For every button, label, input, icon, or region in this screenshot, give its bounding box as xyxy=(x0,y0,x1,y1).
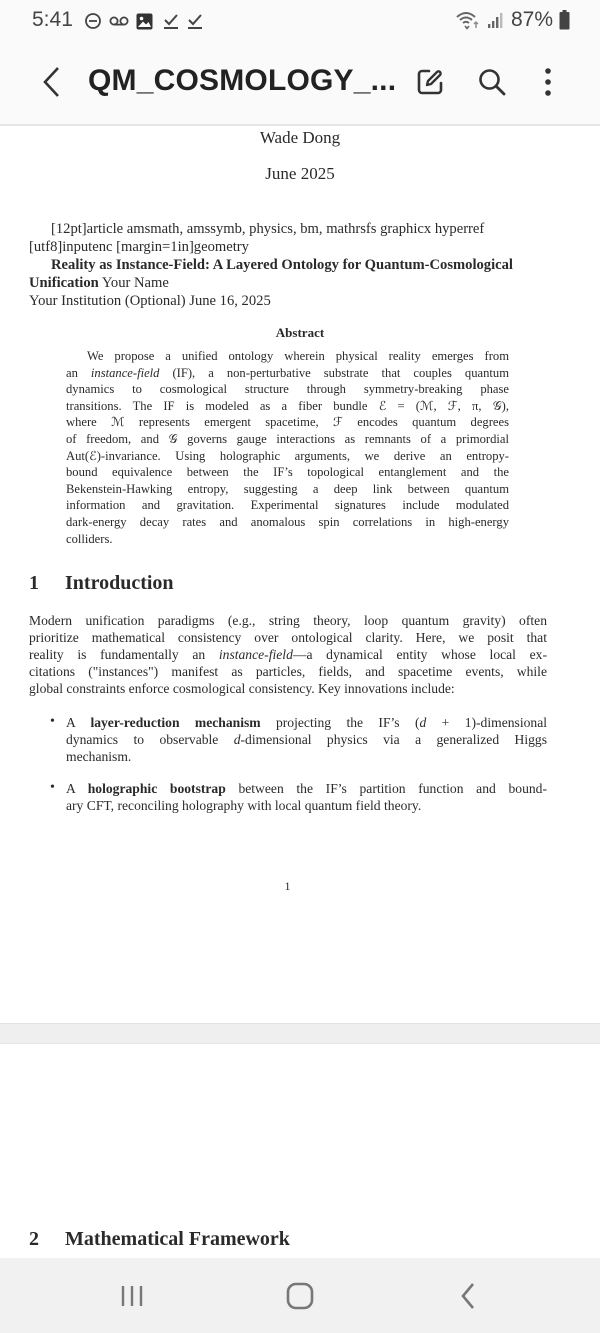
status-time: 5:41 xyxy=(32,8,73,31)
abstract-line: where ℳ represents emergent spacetime, ℱ encodes quantum degrees xyxy=(66,415,509,430)
bullet-bold: layer-reduction mechanism xyxy=(90,715,261,730)
bullet-lead: A xyxy=(66,715,91,730)
section-title: Mathematical Framework xyxy=(65,1228,290,1250)
home-icon xyxy=(286,1282,314,1310)
bullet-2-line: ary CFT, reconciling holography with local quantum field theory. xyxy=(66,798,422,813)
abstract-line: of freedom, and 𝒢 governs gauge interactions as remnants of a primordial xyxy=(66,432,509,446)
do-not-disturb-icon xyxy=(84,12,102,30)
bullet-2-line xyxy=(66,780,547,797)
abstract-heading: Abstract xyxy=(275,325,325,340)
recent-apps-button[interactable] xyxy=(107,1278,157,1314)
document-page-1[interactable] xyxy=(0,126,600,1023)
abstract-line: bound equivalence between the IF’s topological entanglement and the xyxy=(66,465,509,480)
paper-title-bold: Unification xyxy=(29,275,99,291)
section-number: 2 xyxy=(29,1228,39,1250)
download-done-icon xyxy=(186,12,204,30)
bullet-icon: • xyxy=(50,780,55,795)
section-number: 1 xyxy=(29,572,39,594)
page-number: 1 xyxy=(284,879,291,893)
edit-button[interactable] xyxy=(412,64,448,100)
paper-title-line-2 xyxy=(29,274,571,292)
page-separator xyxy=(0,1023,600,1044)
app-bar xyxy=(0,42,600,124)
bullet-rest: projecting the IF’s (d + 1)-dimensional xyxy=(260,715,548,730)
bullet-lead: A xyxy=(66,781,88,796)
battery-percent: 87% xyxy=(510,8,553,31)
author-name: Wade Dong xyxy=(259,128,341,147)
recent-apps-icon xyxy=(119,1283,145,1309)
wifi-icon xyxy=(455,10,481,30)
preamble-line-2: [utf8]inputenc [margin=1in]geometry xyxy=(29,239,249,255)
document-date: June 2025 xyxy=(265,164,335,183)
intro-line: prioritize mathematical consistency over ontological clarity. Here, we posit that xyxy=(29,630,547,645)
section-heading-introduction xyxy=(29,572,174,595)
document-page-2[interactable] xyxy=(0,1044,600,1258)
intro-line: citations ("instances") manifest as particles, fields, and spacetime events, while xyxy=(29,664,547,679)
gallery-icon xyxy=(136,12,153,30)
edit-icon xyxy=(415,67,445,97)
status-bar xyxy=(0,0,600,42)
bullet-1-line xyxy=(66,714,547,731)
paper-title-line-1: Reality as Instance-Field: A Layered Ontology for Quantum-Cosmological xyxy=(51,257,513,273)
voicemail-icon xyxy=(109,12,129,30)
bullet-bold: holographic bootstrap xyxy=(87,781,226,796)
home-button[interactable] xyxy=(275,1278,325,1314)
abstract-line: dark-energy decay rates and anomalous spin correlations in high-energy xyxy=(66,515,509,529)
back-icon xyxy=(459,1282,477,1310)
system-nav-bar xyxy=(0,1258,600,1333)
intro-line: reality is fundamentally an instance-field—a dynamical entity whose local ex- xyxy=(29,647,547,662)
abstract-line: Aut(ℰ)-invariance. Using holographic arguments, we derive an entropy- xyxy=(66,448,509,463)
status-right-group xyxy=(455,8,570,32)
bullet-1-line: mechanism. xyxy=(66,749,132,764)
search-button[interactable] xyxy=(474,64,510,100)
abstract-line: colliders. xyxy=(66,531,113,546)
search-icon xyxy=(477,67,507,97)
abstract-line: an instance-field (IF), a non-perturbative substrate that couples quantum xyxy=(66,365,509,380)
battery-icon xyxy=(559,10,570,30)
intro-line: global constraints enforce cosmological consistency. Key innovations include: xyxy=(29,681,455,696)
abstract-line: Bekenstein-Hawking entropy, suggesting a deep link between quantum xyxy=(66,481,509,496)
abstract-line: transitions. The IF is modeled as a fiber bundle ℰ = (ℳ, ℱ, π, 𝒢), xyxy=(66,398,509,413)
chevron-left-icon xyxy=(41,66,61,98)
download-done-icon xyxy=(162,12,180,30)
more-vert-icon xyxy=(544,67,552,97)
bullet-rest: between the IF’s partition function and bound- xyxy=(225,781,547,796)
signal-icon xyxy=(487,11,505,29)
intro-line: Modern unification paradigms (e.g., string theory, loop quantum gravity) often xyxy=(29,613,547,628)
section-title: Introduction xyxy=(65,572,174,594)
section-heading-mathematical-framework xyxy=(29,1228,290,1251)
document-title: QM_COSMOLOGY_... xyxy=(88,64,397,97)
author-placeholder: Your Name xyxy=(98,275,169,291)
back-button[interactable] xyxy=(34,62,68,102)
abstract-line: We propose a unified ontology wherein physical reality emerges from xyxy=(87,349,509,363)
more-options-button[interactable] xyxy=(530,64,566,100)
abstract-line: information and gravitation. Experimental signatures include modulated xyxy=(66,498,509,513)
nav-back-button[interactable] xyxy=(443,1278,493,1314)
bullet-icon: • xyxy=(50,714,55,729)
institution-line: Your Institution (Optional) June 16, 2025 xyxy=(29,293,271,309)
preamble-line-1: [12pt]article amsmath, amssymb, physics, bm, mathrsfs graphicx hyperref xyxy=(51,221,485,237)
bullet-1-line: dynamics to observable d-dimensional physics via a generalized Higgs xyxy=(66,732,547,747)
abstract-line: dynamics to cosmological structure through symmetry-breaking phase xyxy=(66,382,509,397)
